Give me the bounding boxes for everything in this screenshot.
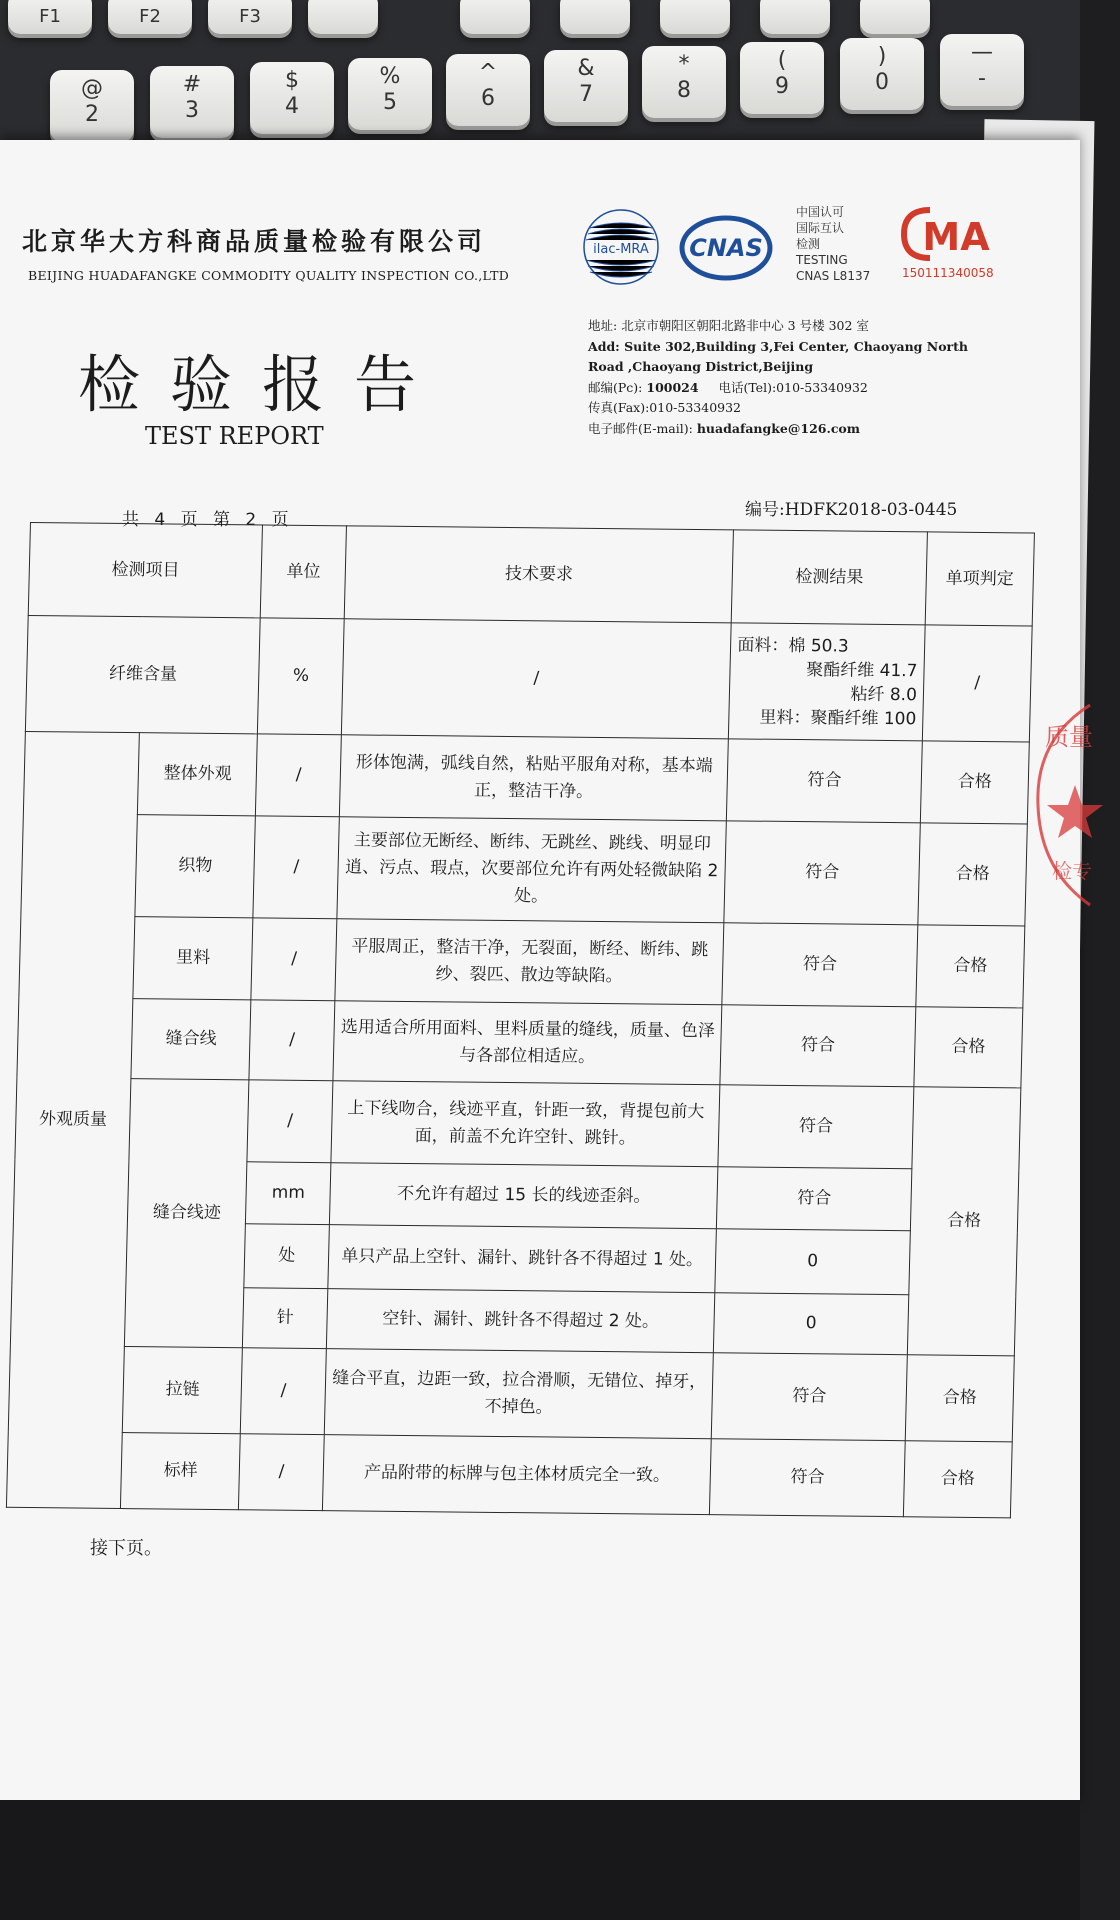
result-cell: 符合	[718, 1085, 914, 1169]
key-minus	[940, 34, 1024, 106]
key-symbol: —	[971, 40, 993, 65]
cnas-logo	[680, 214, 772, 282]
key-symbol: %	[379, 64, 401, 89]
key-symbol: $	[285, 68, 299, 93]
result-cell: 0	[714, 1293, 909, 1355]
key-7	[544, 50, 628, 122]
result-line: 面料：棉 50.3	[737, 634, 849, 657]
address-cn-value: 北京市朝阳区朝阳北路非中心 3 号楼 302 室	[621, 318, 869, 333]
report-title-en: TEST REPORT	[145, 422, 324, 450]
key-digit: 9	[775, 74, 789, 99]
table-row	[21, 813, 1027, 925]
key-symbol: )	[877, 44, 887, 69]
verdict-cell: 合格	[918, 823, 1028, 926]
item-cell: 缝合线迹	[125, 1079, 250, 1348]
key-digit: 6	[481, 86, 495, 111]
report-number	[745, 495, 957, 520]
cnas-text-line: 中国认可	[796, 205, 845, 219]
table-row	[6, 1431, 1012, 1517]
f4-key	[308, 0, 378, 34]
company-name-cn: 北京华大方科商品质量检验有限公司	[22, 227, 487, 256]
report-title-cn: 检验报告	[78, 348, 447, 421]
key-digit: 8	[677, 78, 691, 103]
key-digit: 4	[285, 94, 299, 119]
result-cell: 符合	[720, 1005, 916, 1087]
result-cell	[729, 623, 925, 741]
result-cell: 0	[715, 1229, 910, 1295]
address-en-line-2: Road ,Chaoyang District,Beijing	[588, 359, 814, 374]
fax-label: 传真(Fax)	[588, 400, 646, 415]
verdict-cell: 合格	[920, 741, 1029, 824]
key-symbol: ^	[478, 60, 498, 85]
f-key	[660, 0, 730, 34]
verdict-cell: 合格	[916, 925, 1025, 1008]
table-header-row	[28, 523, 1034, 626]
fax-value: :010-53340932	[645, 400, 742, 415]
group-label-cell: 外观质量	[6, 731, 139, 1508]
cnas-label: CNAS	[689, 234, 763, 262]
unit-cell: /	[241, 1348, 327, 1435]
result-cell: 符合	[727, 739, 923, 823]
f3-key-label: F3	[239, 6, 261, 27]
key-6	[446, 54, 530, 126]
f-key	[460, 0, 530, 34]
key-digit: 0	[875, 70, 889, 95]
key-symbol: (	[777, 48, 787, 73]
address-en-line	[588, 337, 1018, 358]
address-en-value: Suite 302,Building 3,Fei Center, Chaoyang North	[624, 338, 968, 354]
company-name-en: BEIJING HUADAFANGKE COMMODITY QUALITY INSPECTION CO.,LTD	[28, 268, 510, 283]
header-item: 检测项目	[28, 523, 263, 618]
key-0	[840, 38, 924, 110]
f-key	[860, 0, 930, 34]
unit-cell: /	[256, 734, 342, 817]
unit-cell: mm	[246, 1162, 331, 1225]
verdict-cell: 合格	[914, 1007, 1023, 1088]
tel-label: 电话(Tel)	[718, 379, 772, 395]
item-cell: 标样	[121, 1433, 241, 1510]
cnas-text-line: 国际互认	[796, 221, 845, 235]
postcode-label: 邮编(Pc):	[588, 379, 643, 395]
f2-key	[108, 0, 192, 34]
cnas-description	[796, 204, 870, 284]
key-digit: 3	[185, 98, 199, 123]
postcode-tel-line	[588, 378, 1018, 399]
item-cell: 缝合线	[131, 999, 251, 1080]
table-row	[23, 731, 1029, 823]
report-number-label: 编号:	[745, 500, 785, 520]
key-4	[250, 62, 334, 134]
address-cn-line	[588, 316, 1018, 337]
header-result: 检测结果	[731, 530, 927, 625]
key-symbol: @	[81, 76, 103, 101]
cnas-text-line: 检测	[796, 237, 821, 251]
email-value: huadafangke@126.com	[696, 420, 860, 436]
result-line: 聚酯纤维 41.7	[805, 659, 918, 681]
key-symbol: &	[577, 56, 595, 81]
requirement-cell: 平服周正，整洁干净，无裂面，断经、断纬、跳纱、裂匹、散边等缺陷。	[335, 919, 724, 1005]
cma-number: 150111340058	[902, 266, 994, 280]
result-cell: 符合	[722, 923, 918, 1007]
result-line: 粘纤 8.0	[850, 684, 918, 705]
email-line	[588, 419, 1018, 440]
unit-cell: /	[247, 1080, 333, 1163]
key-digit: 7	[579, 82, 593, 107]
background-fabric	[0, 1800, 1080, 1920]
key-3	[150, 66, 234, 138]
report-number-value: HDFK2018-03-0445	[784, 500, 958, 520]
item-cell: 拉链	[122, 1347, 242, 1434]
unit-cell: 针	[243, 1288, 328, 1349]
result-cell: 符合	[717, 1167, 912, 1231]
contact-address	[588, 316, 1018, 439]
inspection-table	[6, 522, 1035, 1518]
key-digit: -	[978, 66, 986, 91]
header-requirement: 技术要求	[344, 526, 734, 623]
accreditation-logos	[580, 200, 1000, 290]
key-8	[642, 46, 726, 118]
page-count: 共 4 页 第 2 页	[122, 510, 294, 530]
verdict-cell: 合格	[905, 1355, 1014, 1442]
key-symbol: *	[678, 52, 690, 77]
cnas-text-line: TESTING	[796, 253, 848, 267]
f2-key-label: F2	[139, 6, 161, 27]
unit-cell: /	[239, 1434, 324, 1511]
result-cell: 符合	[724, 821, 920, 925]
key-digit: 2	[85, 102, 99, 127]
address-cn-label: 地址:	[588, 318, 618, 333]
table-row	[8, 1345, 1014, 1441]
requirement-cell: 主要部位无断经、断纬、无跳丝、跳线、明显印逍、污点、瑕点，次要部位允许有两处轻微缺陷 2 处。	[337, 817, 727, 923]
requirement-cell: 单只产品上空针、漏针、跳针各不得超过 1 处。	[328, 1225, 717, 1293]
unit-cell: /	[251, 918, 337, 1001]
ilac-label: ilac-MRA	[593, 242, 649, 257]
tel-value: :010-53340932	[771, 379, 868, 395]
verdict-cell: /	[922, 625, 1032, 742]
requirement-cell: 产品附带的标牌与包主体材质完全一致。	[322, 1435, 711, 1515]
f1-key-label: F1	[39, 6, 61, 27]
header-verdict: 单项判定	[925, 532, 1034, 626]
official-seal-stamp	[1030, 700, 1120, 910]
stamp-text: 质量	[1045, 723, 1093, 751]
ilac-mra-logo	[580, 208, 662, 286]
table-row	[19, 915, 1025, 1007]
requirement-cell: 不允许有超过 15 长的线迹歪斜。	[329, 1163, 718, 1229]
stamp-star-icon	[1047, 785, 1103, 838]
stamp-text-2: 检专	[1052, 859, 1092, 883]
requirement-cell: 上下线吻合，线迹平直，针距一致，背提包前大面，前盖不允许空针、跳针。	[331, 1081, 720, 1167]
cma-logo	[900, 204, 996, 264]
requirement-cell: 空针、漏针、跳针各不得超过 2 处。	[326, 1289, 715, 1353]
verdict-cell: 合格	[907, 1087, 1021, 1356]
key-5	[348, 58, 432, 130]
result-line: 里料：聚酯纤维 100	[759, 707, 917, 729]
key-symbol: #	[182, 72, 202, 97]
key-digit: 5	[383, 90, 397, 115]
item-cell: 整体外观	[138, 733, 258, 816]
requirement-cell: 选用适合所用面料、里料质量的缝线，质量、色泽与各部位相适应。	[333, 1001, 722, 1085]
unit-cell: 处	[244, 1224, 329, 1289]
unit-cell: /	[253, 816, 339, 919]
unit-cell: %	[258, 618, 344, 735]
table-row	[17, 997, 1023, 1087]
fax-line	[588, 398, 1018, 419]
postcode-value: 100024	[646, 379, 699, 395]
unit-cell: /	[249, 1000, 335, 1081]
item-cell: 里料	[133, 917, 253, 1000]
cnas-text-line: CNAS L8137	[796, 269, 871, 283]
cma-label: MA	[922, 215, 990, 259]
table-row	[15, 1077, 1021, 1169]
header-unit: 单位	[261, 525, 347, 619]
table-row	[25, 615, 1032, 741]
continued-note: 接下页。	[90, 1538, 162, 1559]
address-en-label: Add:	[588, 338, 620, 354]
f-key	[760, 0, 830, 34]
key-9	[740, 42, 824, 114]
result-cell: 符合	[710, 1439, 906, 1517]
verdict-cell: 合格	[903, 1441, 1012, 1518]
f1-key	[8, 0, 92, 34]
requirement-cell: 缝合平直，边距一致，拉合滑顺，无错位、掉牙，不掉色。	[324, 1349, 713, 1439]
result-cell: 符合	[712, 1353, 908, 1441]
requirement-cell: 形体饱满，弧线自然，粘贴平服角对称，基本端正，整洁干净。	[339, 735, 728, 821]
f3-key	[208, 0, 292, 34]
key-2	[50, 70, 134, 142]
item-cell: 纤维含量	[25, 615, 260, 733]
email-label: 电子邮件(E-mail):	[588, 420, 693, 436]
item-cell: 织物	[135, 815, 256, 918]
f-key	[560, 0, 630, 34]
requirement-cell: /	[341, 619, 731, 739]
